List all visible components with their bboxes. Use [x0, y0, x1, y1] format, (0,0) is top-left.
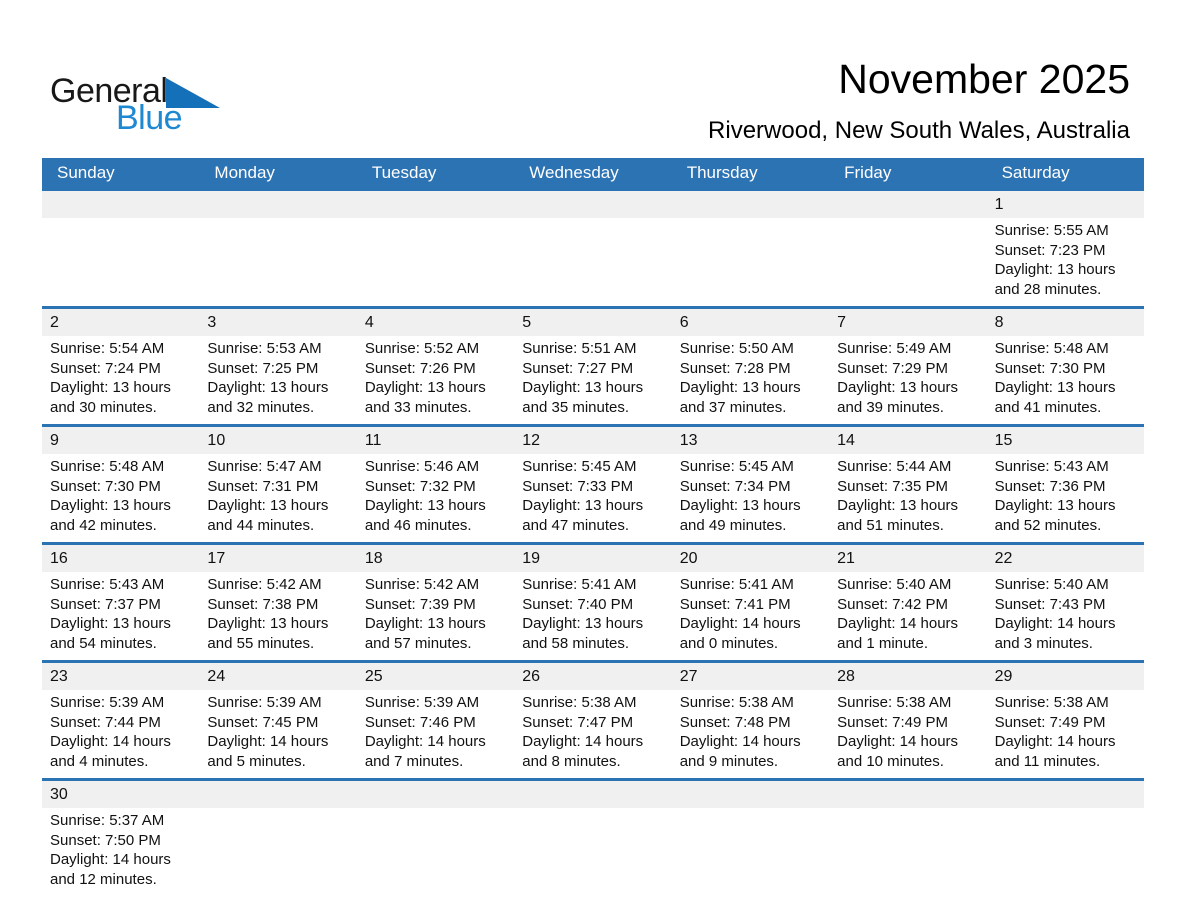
day-number — [522, 781, 663, 808]
day-number — [680, 781, 821, 808]
detail-line: Daylight: 13 hours — [364, 497, 486, 514]
weekday-header-sunday: Sunday — [57, 163, 115, 182]
detail-line: Daylight: 13 hours — [837, 379, 959, 396]
empty-cell — [514, 191, 671, 306]
detail-line: Sunrise: 5:41 AM — [522, 576, 637, 593]
detail-line: Daylight: 13 hours — [207, 615, 329, 632]
weekday-header-monday: Monday — [214, 163, 275, 182]
empty-cell — [829, 191, 986, 306]
empty-cell — [199, 191, 356, 306]
detail-line: Sunset: 7:31 PM — [207, 477, 319, 495]
detail-line: Sunset: 7:49 PM — [837, 713, 949, 731]
detail-line: and 4 minutes. — [50, 752, 149, 770]
logo-text-blue: Blue — [116, 99, 183, 137]
day-details — [365, 572, 506, 660]
detail-line: Daylight: 14 hours — [994, 733, 1116, 750]
day-cell — [987, 191, 1144, 306]
day-details — [995, 454, 1136, 542]
detail-line: Sunset: 7:43 PM — [994, 595, 1106, 613]
detail-line: Sunrise: 5:42 AM — [207, 576, 322, 593]
day-details — [995, 218, 1136, 306]
detail-line: Sunrise: 5:38 AM — [994, 694, 1109, 711]
detail-line: and 28 minutes. — [994, 280, 1102, 298]
day-details — [995, 572, 1136, 660]
detail-line: Sunset: 7:33 PM — [522, 477, 634, 495]
day-cell — [672, 309, 829, 424]
day-cell — [987, 309, 1144, 424]
day-number: 27 — [679, 667, 698, 685]
detail-line: Sunset: 7:39 PM — [364, 595, 476, 613]
detail-line: Daylight: 14 hours — [994, 615, 1116, 632]
detail-line: Sunrise: 5:54 AM — [50, 340, 165, 357]
detail-line: and 37 minutes. — [679, 398, 787, 416]
week-row — [42, 660, 1144, 778]
day-number — [837, 191, 978, 218]
day-details — [522, 690, 663, 778]
day-cell — [672, 545, 829, 660]
detail-line: Sunrise: 5:45 AM — [522, 458, 637, 475]
detail-line: Sunset: 7:41 PM — [679, 595, 791, 613]
detail-line: Daylight: 13 hours — [994, 261, 1116, 278]
day-number: 12 — [522, 431, 541, 449]
detail-line: Daylight: 13 hours — [837, 497, 959, 514]
detail-line: and 49 minutes. — [679, 516, 787, 534]
day-number: 25 — [364, 667, 383, 685]
detail-line: Sunrise: 5:41 AM — [679, 576, 794, 593]
day-cell — [357, 663, 514, 778]
day-details — [680, 454, 821, 542]
day-number: 26 — [522, 667, 541, 685]
detail-line: Sunset: 7:36 PM — [994, 477, 1106, 495]
detail-line: Daylight: 14 hours — [837, 615, 959, 632]
detail-line: Daylight: 14 hours — [207, 733, 329, 750]
day-cell — [357, 427, 514, 542]
day-cell — [42, 545, 199, 660]
day-number: 11 — [364, 431, 382, 449]
detail-line: and 41 minutes. — [994, 398, 1102, 416]
day-details — [50, 336, 191, 424]
detail-line: and 44 minutes. — [207, 516, 315, 534]
weekday-header-thursday: Thursday — [686, 163, 758, 182]
day-details — [50, 808, 191, 896]
detail-line: Sunrise: 5:39 AM — [50, 694, 165, 711]
detail-line: Daylight: 13 hours — [364, 615, 486, 632]
detail-line: and 47 minutes. — [522, 516, 630, 534]
day-number — [365, 191, 506, 218]
day-cell — [829, 309, 986, 424]
detail-line: Daylight: 14 hours — [50, 733, 171, 750]
detail-line: Daylight: 13 hours — [679, 379, 801, 396]
day-number: 4 — [364, 313, 374, 331]
detail-line: Sunset: 7:23 PM — [994, 241, 1106, 259]
day-details — [522, 336, 663, 424]
detail-line: Sunset: 7:34 PM — [679, 477, 791, 495]
detail-line: and 0 minutes. — [679, 634, 779, 652]
day-details — [50, 572, 191, 660]
detail-line: Sunrise: 5:39 AM — [364, 694, 480, 711]
detail-line: Sunset: 7:46 PM — [364, 713, 476, 731]
detail-line: Sunrise: 5:45 AM — [679, 458, 794, 475]
detail-line: and 30 minutes. — [50, 398, 157, 416]
day-details — [207, 572, 348, 660]
detail-line: and 52 minutes. — [994, 516, 1102, 534]
day-details — [680, 336, 821, 424]
day-details — [680, 690, 821, 778]
weekday-header-saturday: Saturday — [1001, 163, 1070, 182]
detail-line: and 46 minutes. — [364, 516, 472, 534]
week-row — [42, 778, 1144, 896]
day-number: 22 — [994, 549, 1013, 567]
day-details — [207, 454, 348, 542]
day-cell — [357, 545, 514, 660]
detail-line: and 9 minutes. — [679, 752, 779, 770]
weekday-header-tuesday: Tuesday — [371, 163, 437, 182]
detail-line: Sunset: 7:44 PM — [50, 713, 161, 731]
detail-line: Daylight: 13 hours — [207, 379, 329, 396]
detail-line: Sunset: 7:45 PM — [207, 713, 319, 731]
empty-cell — [672, 191, 829, 306]
detail-line: and 57 minutes. — [364, 634, 472, 652]
logo-text-general: General — [50, 72, 168, 110]
detail-line: Daylight: 13 hours — [364, 379, 486, 396]
day-cell — [357, 309, 514, 424]
detail-line: and 5 minutes. — [207, 752, 306, 770]
page-title: November 2025 — [838, 56, 1130, 102]
day-number: 18 — [364, 549, 383, 567]
day-number: 24 — [207, 667, 226, 685]
detail-line: Sunset: 7:37 PM — [50, 595, 161, 613]
detail-line: Sunrise: 5:47 AM — [207, 458, 322, 475]
week-row — [42, 306, 1144, 424]
day-cell — [829, 663, 986, 778]
day-number: 29 — [994, 667, 1013, 685]
day-number: 9 — [50, 431, 59, 449]
detail-line: and 3 minutes. — [994, 634, 1093, 652]
detail-line: Daylight: 14 hours — [837, 733, 959, 750]
day-details — [522, 454, 663, 542]
day-number: 17 — [207, 549, 226, 567]
detail-line: Sunset: 7:38 PM — [207, 595, 319, 613]
detail-line: Sunset: 7:28 PM — [679, 359, 791, 377]
detail-line: Daylight: 13 hours — [50, 615, 171, 632]
detail-line: Daylight: 14 hours — [679, 733, 801, 750]
week-row — [42, 542, 1144, 660]
day-number: 3 — [207, 313, 217, 331]
detail-line: and 54 minutes. — [50, 634, 157, 652]
detail-line: Daylight: 13 hours — [522, 379, 644, 396]
day-details — [995, 690, 1136, 778]
calendar-weeks — [42, 188, 1144, 896]
detail-line: Sunset: 7:30 PM — [994, 359, 1106, 377]
weekday-header-friday: Friday — [844, 163, 892, 182]
detail-line: Daylight: 14 hours — [50, 851, 171, 868]
day-cell — [514, 309, 671, 424]
detail-line: and 12 minutes. — [50, 870, 157, 888]
detail-line: Sunrise: 5:38 AM — [679, 694, 794, 711]
day-cell — [987, 545, 1144, 660]
week-row — [42, 188, 1144, 306]
detail-line: Daylight: 13 hours — [522, 615, 644, 632]
day-cell — [514, 545, 671, 660]
empty-cell — [829, 781, 986, 896]
day-cell — [987, 663, 1144, 778]
calendar-grid — [42, 158, 1144, 896]
detail-line: Sunset: 7:48 PM — [679, 713, 791, 731]
day-number: 30 — [50, 785, 68, 803]
empty-cell — [357, 191, 514, 306]
weekday-header-row — [42, 158, 1144, 188]
detail-line: and 32 minutes. — [207, 398, 315, 416]
detail-line: Sunrise: 5:42 AM — [364, 576, 480, 593]
day-details — [207, 690, 348, 778]
day-number — [365, 781, 506, 808]
day-details — [837, 572, 978, 660]
general-blue-logo — [50, 74, 290, 144]
day-details — [995, 336, 1136, 424]
day-number — [50, 191, 191, 218]
day-details — [365, 690, 506, 778]
detail-line: Sunrise: 5:44 AM — [837, 458, 952, 475]
day-number: 1 — [994, 195, 1004, 213]
detail-line: Sunrise: 5:49 AM — [837, 340, 952, 357]
day-number — [207, 781, 348, 808]
detail-line: Sunrise: 5:38 AM — [522, 694, 637, 711]
day-cell — [199, 427, 356, 542]
detail-line: Sunset: 7:24 PM — [50, 359, 161, 377]
day-details — [837, 336, 978, 424]
day-cell — [42, 309, 199, 424]
detail-line: Daylight: 14 hours — [679, 615, 801, 632]
day-cell — [199, 663, 356, 778]
detail-line: Sunrise: 5:37 AM — [50, 812, 165, 829]
detail-line: Sunset: 7:40 PM — [522, 595, 634, 613]
detail-line: Sunrise: 5:40 AM — [837, 576, 952, 593]
day-number: 14 — [837, 431, 855, 449]
day-details — [207, 336, 348, 424]
day-number: 16 — [50, 549, 68, 567]
empty-cell — [199, 781, 356, 896]
detail-line: and 39 minutes. — [837, 398, 944, 416]
detail-line: Sunset: 7:35 PM — [837, 477, 949, 495]
day-number: 7 — [837, 313, 847, 331]
day-number: 21 — [837, 549, 855, 567]
week-row — [42, 424, 1144, 542]
day-cell — [514, 663, 671, 778]
empty-cell — [357, 781, 514, 896]
detail-line: Sunrise: 5:39 AM — [207, 694, 322, 711]
detail-line: and 58 minutes. — [522, 634, 630, 652]
detail-line: and 33 minutes. — [364, 398, 472, 416]
detail-line: Sunrise: 5:46 AM — [364, 458, 480, 475]
day-number — [522, 191, 663, 218]
detail-line: Daylight: 14 hours — [522, 733, 644, 750]
empty-cell — [42, 191, 199, 306]
detail-line: Sunset: 7:42 PM — [837, 595, 949, 613]
day-number: 5 — [522, 313, 532, 331]
detail-line: and 35 minutes. — [522, 398, 630, 416]
detail-line: and 1 minute. — [837, 634, 929, 652]
detail-line: Sunrise: 5:38 AM — [837, 694, 952, 711]
day-number: 6 — [679, 313, 689, 331]
detail-line: and 11 minutes. — [994, 752, 1101, 770]
day-cell — [672, 427, 829, 542]
day-cell — [42, 663, 199, 778]
day-cell — [514, 427, 671, 542]
detail-line: Sunset: 7:50 PM — [50, 831, 161, 849]
day-number — [680, 191, 821, 218]
day-details — [522, 572, 663, 660]
day-cell — [829, 545, 986, 660]
day-number — [837, 781, 978, 808]
day-number: 23 — [50, 667, 68, 685]
page-subtitle: Riverwood, New South Wales, Australia — [708, 117, 1130, 144]
detail-line: Sunrise: 5:55 AM — [994, 222, 1109, 239]
detail-line: Sunset: 7:26 PM — [364, 359, 476, 377]
day-number: 20 — [679, 549, 698, 567]
detail-line: Sunrise: 5:43 AM — [50, 576, 165, 593]
detail-line: Daylight: 14 hours — [364, 733, 486, 750]
detail-line: and 55 minutes. — [207, 634, 315, 652]
detail-line: Sunrise: 5:53 AM — [207, 340, 322, 357]
detail-line: Sunrise: 5:51 AM — [522, 340, 637, 357]
detail-line: and 7 minutes. — [364, 752, 464, 770]
detail-line: and 51 minutes. — [837, 516, 944, 534]
detail-line: and 10 minutes. — [837, 752, 944, 770]
day-details — [680, 572, 821, 660]
detail-line: and 8 minutes. — [522, 752, 621, 770]
weekday-header-wednesday: Wednesday — [529, 163, 619, 182]
day-details — [50, 690, 191, 778]
detail-line: Sunrise: 5:52 AM — [364, 340, 480, 357]
day-cell — [987, 427, 1144, 542]
detail-line: Sunrise: 5:50 AM — [679, 340, 794, 357]
day-number: 8 — [994, 313, 1004, 331]
detail-line: Sunset: 7:49 PM — [994, 713, 1106, 731]
detail-line: Daylight: 13 hours — [522, 497, 644, 514]
day-details — [365, 454, 506, 542]
detail-line: and 42 minutes. — [50, 516, 157, 534]
detail-line: Daylight: 13 hours — [50, 497, 171, 514]
detail-line: Sunrise: 5:43 AM — [994, 458, 1109, 475]
empty-cell — [987, 781, 1144, 896]
day-cell — [199, 309, 356, 424]
day-number: 13 — [679, 431, 698, 449]
day-cell — [42, 781, 199, 896]
day-cell — [199, 545, 356, 660]
detail-line: Sunset: 7:30 PM — [50, 477, 161, 495]
detail-line: Sunset: 7:47 PM — [522, 713, 634, 731]
detail-line: Daylight: 13 hours — [207, 497, 329, 514]
detail-line: Daylight: 13 hours — [994, 497, 1116, 514]
day-number — [207, 191, 348, 218]
day-details — [837, 454, 978, 542]
day-cell — [829, 427, 986, 542]
detail-line: Sunrise: 5:48 AM — [994, 340, 1109, 357]
detail-line: Sunset: 7:27 PM — [522, 359, 634, 377]
day-cell — [42, 427, 199, 542]
day-number: 15 — [994, 431, 1013, 449]
day-number: 10 — [207, 431, 226, 449]
detail-line: Sunrise: 5:40 AM — [994, 576, 1109, 593]
day-details — [50, 454, 191, 542]
day-cell — [672, 663, 829, 778]
detail-line: Sunset: 7:29 PM — [837, 359, 949, 377]
detail-line: Sunset: 7:32 PM — [364, 477, 476, 495]
day-details — [365, 336, 506, 424]
day-number: 28 — [837, 667, 855, 685]
empty-cell — [672, 781, 829, 896]
day-number: 19 — [522, 549, 541, 567]
day-number: 2 — [50, 313, 59, 331]
detail-line: Daylight: 13 hours — [50, 379, 171, 396]
detail-line: Daylight: 13 hours — [679, 497, 801, 514]
day-details — [837, 690, 978, 778]
empty-cell — [514, 781, 671, 896]
detail-line: Daylight: 13 hours — [994, 379, 1116, 396]
detail-line: Sunrise: 5:48 AM — [50, 458, 165, 475]
day-number — [995, 781, 1136, 808]
detail-line: Sunset: 7:25 PM — [207, 359, 319, 377]
